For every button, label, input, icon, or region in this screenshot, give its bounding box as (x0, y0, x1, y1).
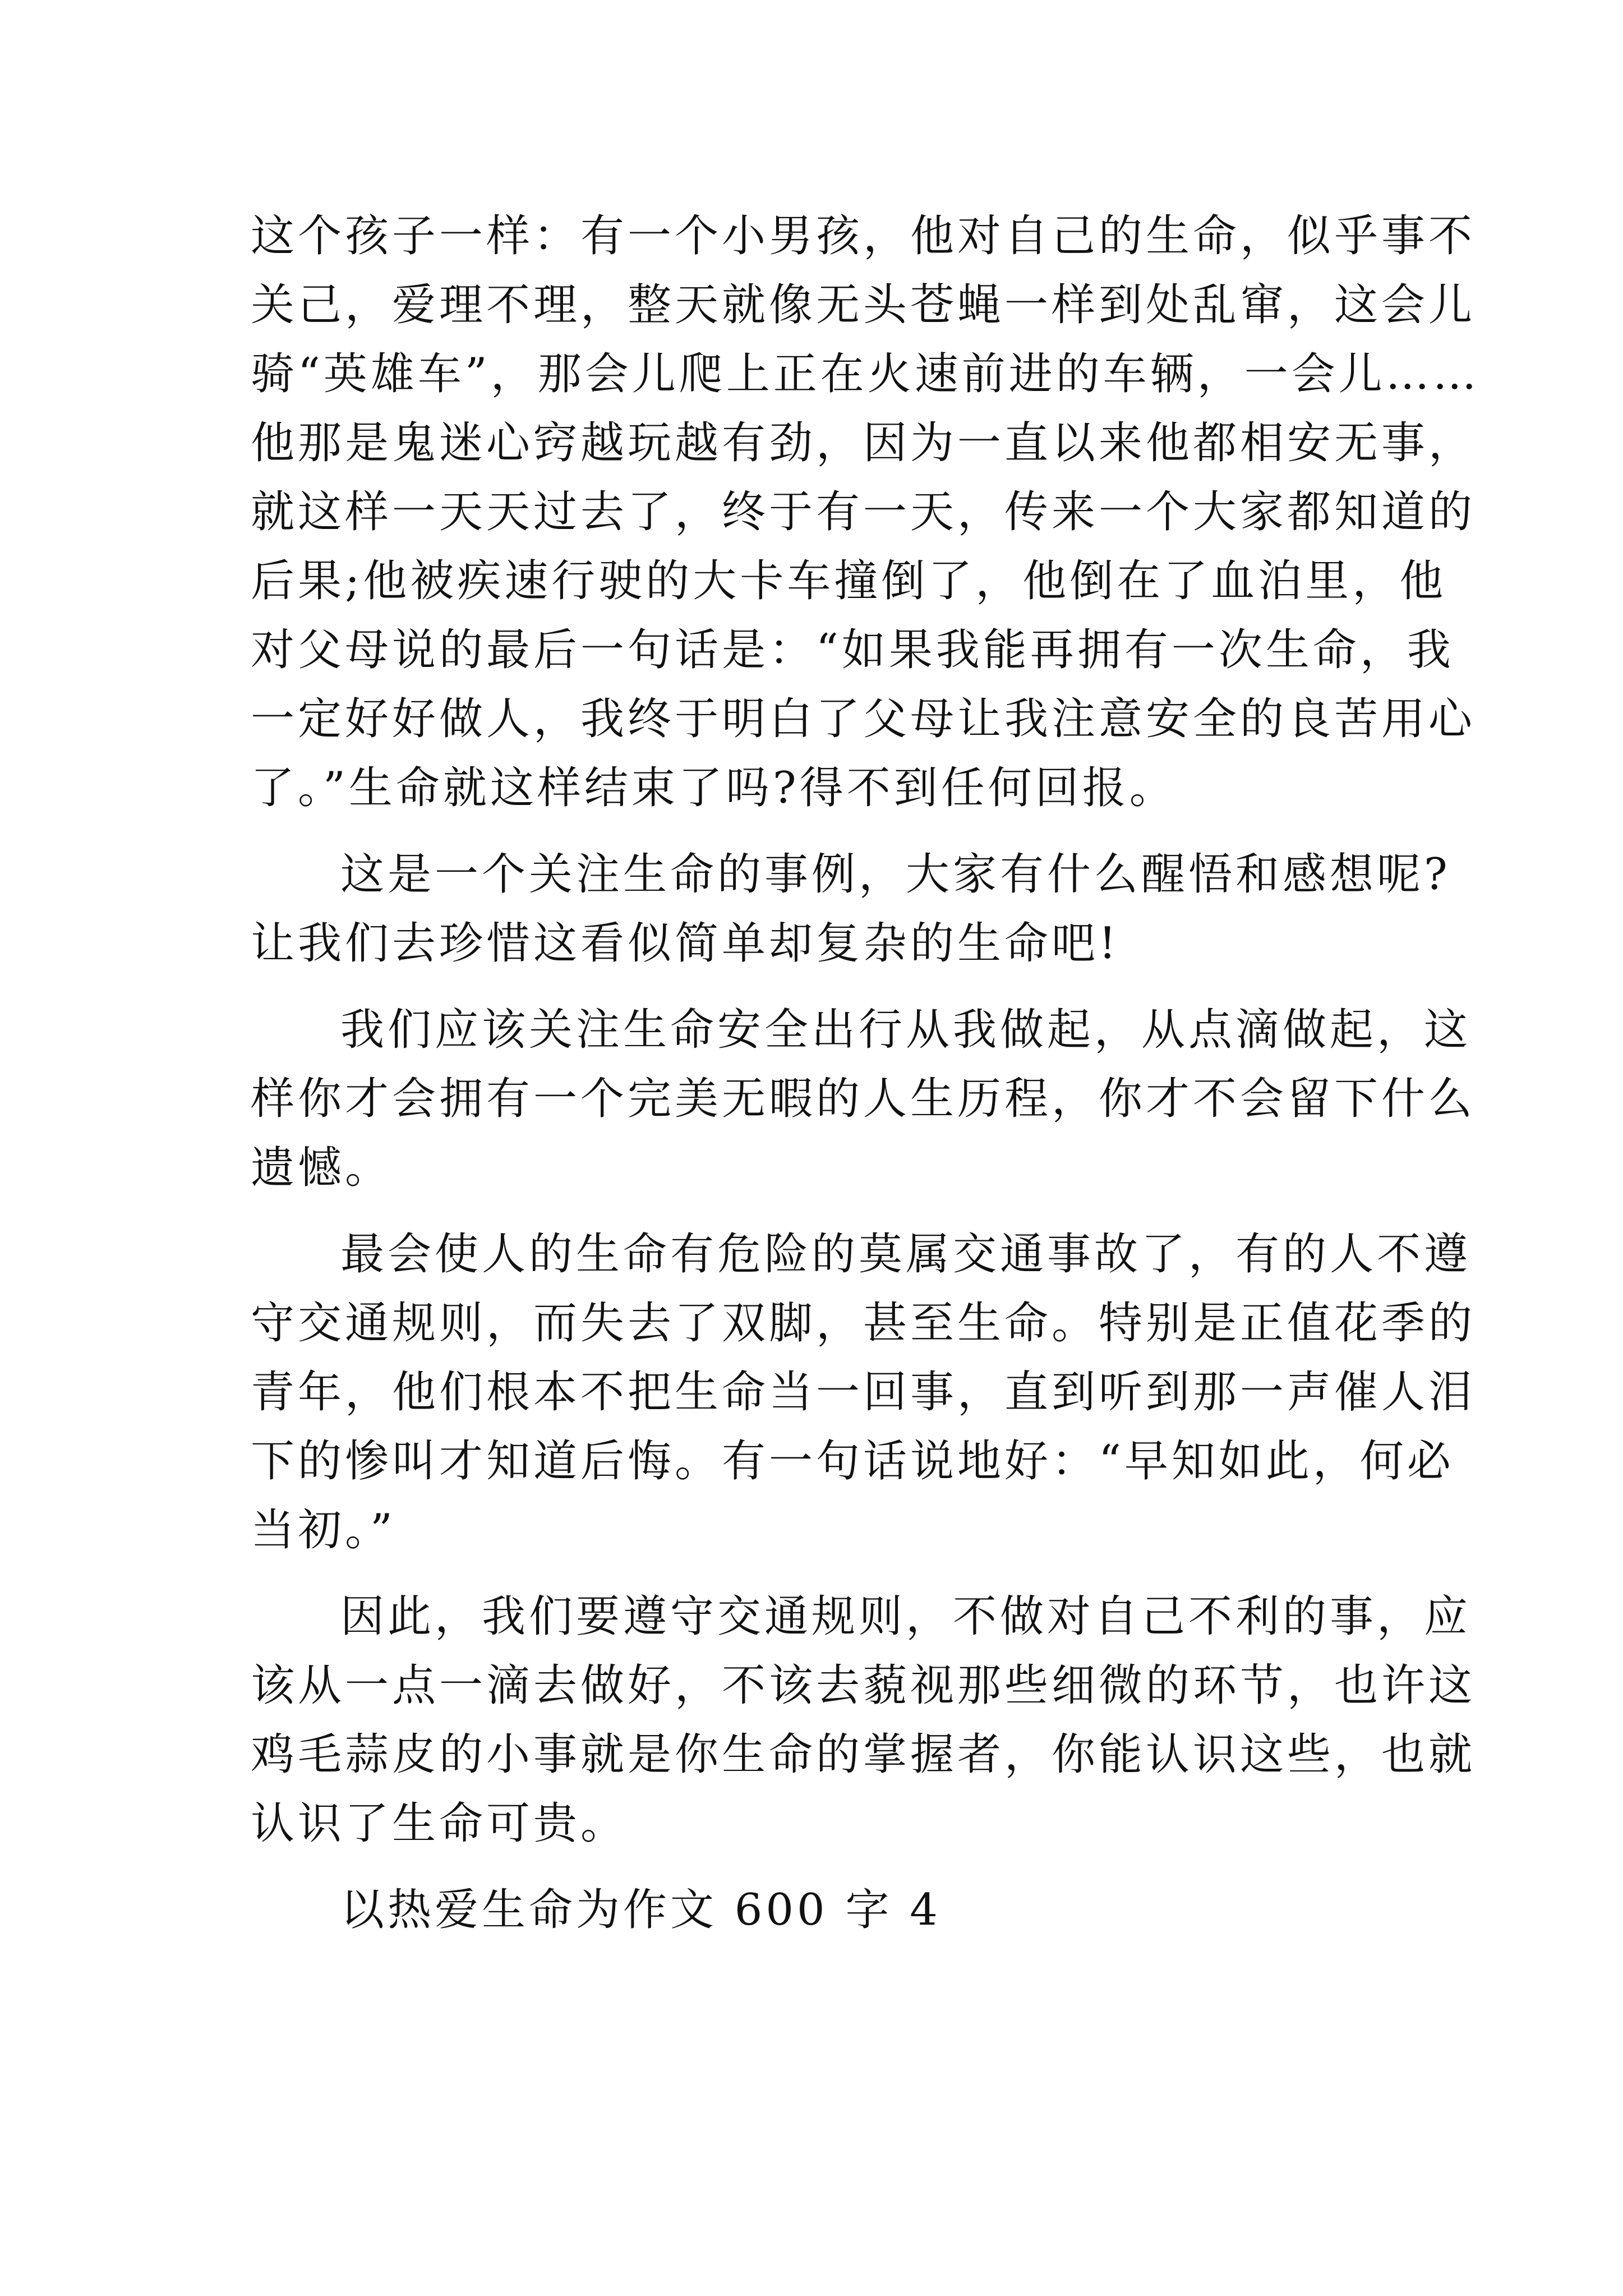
paragraph-gap (251, 1203, 1389, 1220)
paragraph-gap (251, 978, 1389, 996)
text-line: 遗憾。 (251, 1143, 393, 1193)
text-line: 最会使人的生命有危险的莫属交通事故了，有的人不遵 (340, 1229, 1472, 1280)
text-line: 下的惨叫才知道后悔。有一句话说地好：“早知如此，何必 (251, 1436, 1454, 1487)
text-line: 鸡毛蒜皮的小事就是你生命的掌握者，你能认识这些，也就 (251, 1729, 1476, 1780)
text-line: 样你才会拥有一个完美无暇的人生历程，你才不会留下什么 (251, 1074, 1476, 1124)
text-line: 让我们去珍惜这看似简单却复杂的生命吧! (251, 918, 1120, 969)
text-line: 认识了生命可贵。 (251, 1798, 628, 1849)
text-line: 骑“英雄车”，那会儿爬上正在火速前进的车辆，一会儿…… (251, 349, 1480, 399)
text-line: 一定好好做人，我终于明白了父母让我注意安全的良苦用心 (251, 694, 1476, 744)
paragraph-gap (251, 1858, 1389, 1876)
text-line: 这是一个关注生命的事例，大家有什么醒悟和感想呢? (340, 849, 1451, 900)
text-line: 后果;他被疾速行驶的大卡车撞倒了，他倒在了血泊里，他 (251, 556, 1447, 606)
text-line: 了。”生命就这样结束了吗?得不到任何回报。 (251, 763, 1177, 813)
text-line: 就这样一天天过去了，终于有一天，传来一个大家都知道的 (251, 487, 1476, 537)
document-body (251, 202, 1480, 1945)
text-line: 守交通规则，而失去了双脚，甚至生命。特别是正值花季的 (251, 1298, 1476, 1349)
text-line: 当初。” (251, 1505, 396, 1556)
text-line: 我们应该关注生命安全出行从我做起，从点滴做起，这 (340, 1005, 1472, 1055)
text-line: 该从一点一滴去做好，不该去藐视那些细微的环节，也许这 (251, 1660, 1476, 1711)
text-line: 他那是鬼迷心窍越玩越有劲，因为一直以来他都相安无事， (251, 418, 1476, 468)
text-line: 对父母说的最后一句话是：“如果我能再拥有一次生命，我 (251, 625, 1454, 675)
text-line: 以热爱生命为作文 600 字 4 (340, 1885, 941, 1935)
text-line: 关己，爱理不理，整天就像无头苍蝇一样到处乱窜，这会儿 (251, 280, 1476, 330)
paragraph-gap (251, 1565, 1389, 1582)
paragraph-gap (251, 823, 1389, 840)
text-line: 这个孩子一样：有一个小男孩，他对自己的生命，似乎事不 (251, 211, 1476, 261)
text-line: 青年，他们根本不把生命当一回事，直到听到那一声催人泪 (251, 1367, 1476, 1418)
text-line: 因此，我们要遵守交通规则，不做对自己不利的事，应 (340, 1591, 1472, 1642)
